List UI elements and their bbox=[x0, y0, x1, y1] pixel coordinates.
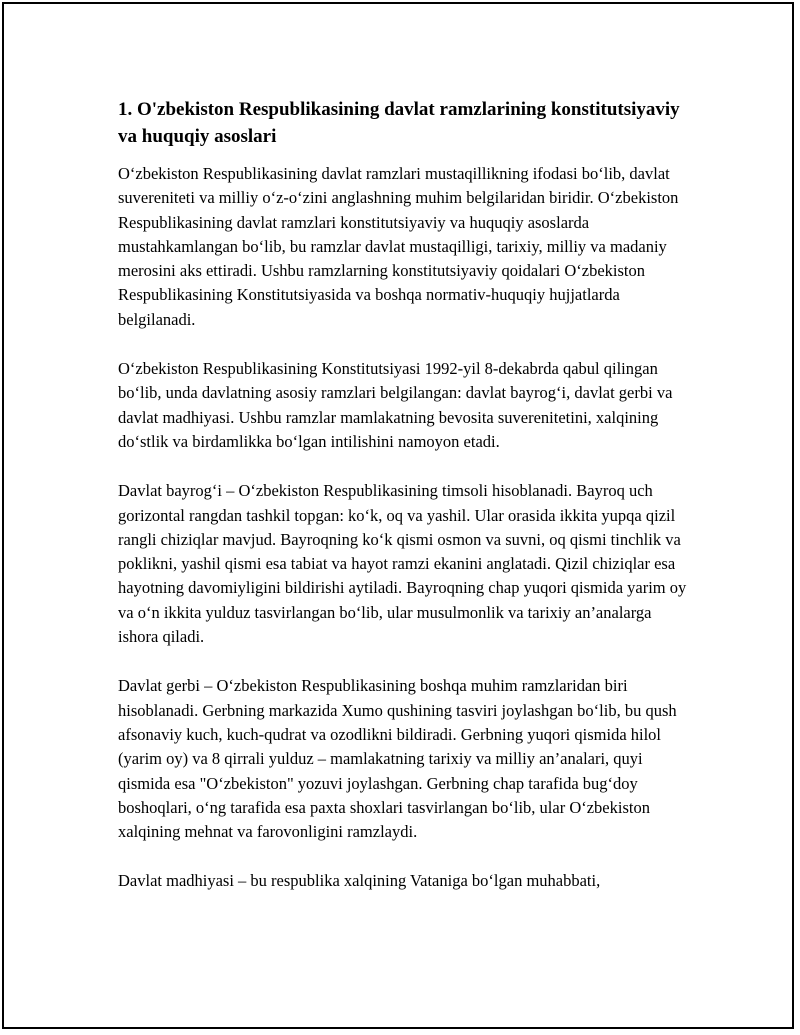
paragraph-state-symbols-intro: O‘zbekiston Respublikasining davlat ramzlari mustaqillikning ifodasi bo‘lib, davlat suvereniteti va milliy o‘z-o‘zini anglashning muhim belgilaridan biridir. O‘zbekiston Respublikasining davlat ramzlari konstitutsiyaviy va huquqiy asoslarda mustahkamlangan bo‘lib, bu ramzlar davlat mustaqilligi, tarixiy, milliy va madaniy merosini aks ettiradi. Ushbu ramzlarning konstitutsiyaviy qoidalari O‘zbekiston Respublikasining Konstitutsiyasida va boshqa normativ-huquqiy hujjatlarda belgilanadi. bbox=[118, 164, 679, 329]
paragraph-state-anthem: Davlat madhiyasi – bu respublika xalqining Vataniga bo‘lgan muhabbati, bbox=[118, 871, 601, 891]
paragraph-state-emblem: Davlat gerbi – O‘zbekiston Respublikasining boshqa muhim ramzlaridan biri hisoblanadi. Gerbning markazida Xumo qushining tasviri joylashgan bo‘lib, bu qush afsonaviy kuch, kuch-qudrat va ozodlikni bildiradi. Gerbning yuqori qismida hilol (yarim oy) va 8 qirrali yulduz – mamlakatning tarixiy va milliy an’analari, quyi qismida esa "O‘zbekiston" yozuvi joylashgan. Gerbning chap tarafida bug‘doy boshoqlari, o‘ng tarafida esa paxta shoxlari tasvirlangan bo‘lib, ular O‘zbekiston xalqining mehnat va farovonligini ramzlaydi. bbox=[118, 676, 677, 842]
section-heading: 1. O'zbekiston Respublikasining davlat ramzlarining konstitutsiyaviy va huquqiy asoslari bbox=[118, 99, 680, 147]
paragraph-constitution: O‘zbekiston Respublikasining Konstitutsiyasi 1992-yil 8-dekabrda qabul qilingan bo‘lib, unda davlatning asosiy ramzlari belgilangan: davlat bayrog‘i, davlat gerbi va davlat madhiyasi. Ushbu ramzlar mamlakatning bevosita suverenitetini, xalqining do‘stlik va birdamlikka bo‘lgan intilishini namoyon etadi. bbox=[118, 359, 673, 451]
paragraph-state-flag: Davlat bayrog‘i – O‘zbekiston Respublikasining timsoli hisoblanadi. Bayroq uch gorizontal rangdan tashkil topgan: ko‘k, oq va yashil. Ular orasida ikkita yupqa qizil rangli chiziqlar mavjud. Bayroqning ko‘k qismi osmon va suvni, oq qismi tinchlik va poklikni, yashil qismi esa tabiat va hayot ramzi ekanini anglatadi. Qizil chiziqlar esa hayotning davomiyligini bildirishi aytiladi. Bayroqning chap yuqori qismida yarim oy va o‘n ikkita yulduz tasvirlangan bo‘lib, ular musulmonlik va tarixiy an’analarga ishora qiladi. bbox=[118, 481, 687, 647]
document-page bbox=[118, 96, 688, 919]
